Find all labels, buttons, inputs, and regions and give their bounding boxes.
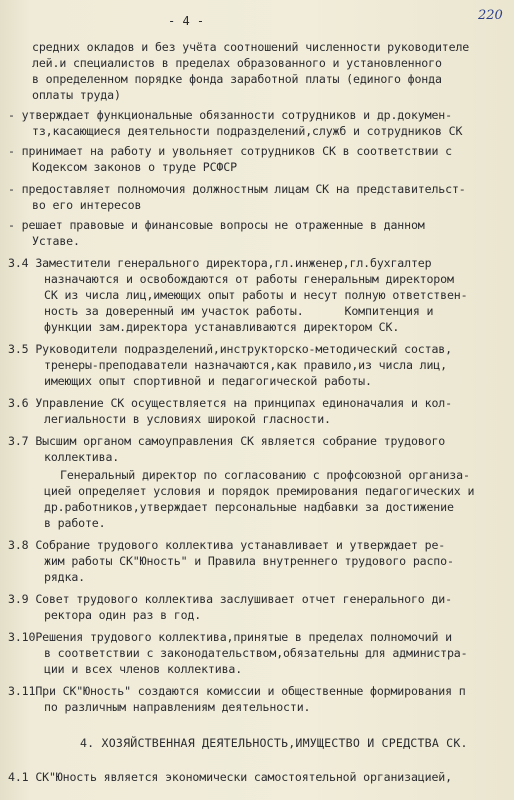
text-line: - принимает на работу и увольняет сотрудников СК в соответствии с <box>8 144 452 158</box>
text-line: Генеральный директор по согласованию с профсоюзной организа- <box>60 468 470 482</box>
text-line: ции и всех членов коллектива. <box>44 662 243 676</box>
text-line: рядка. <box>44 570 85 584</box>
text-line: ректора один раз в год. <box>44 608 202 622</box>
text-line: по различным направлениям деятельности. <box>44 700 311 714</box>
text-line: 4.1 СК"Юность является экономически самостоятельной организацией, <box>8 770 452 784</box>
text-line: - предоставляет полномочия должностным лицам СК на представительст- <box>8 182 466 196</box>
text-line: цией определяет условия и порядок премирования педагогических и <box>44 484 475 498</box>
text-line: тренеры-преподаватели назначаются,как правило,из числа лиц, <box>44 358 447 372</box>
handwritten-page-number: 220 <box>478 8 503 23</box>
text-line: Кодексом законов о труде РСФСР <box>32 160 237 174</box>
text-line: ность за доверенный им участок работы. Компитенция и <box>44 304 434 318</box>
text-line: назначаются и освобождаются от работы генеральным директором <box>44 272 454 286</box>
text-line: - решает правовые и финансовые вопросы не отраженные в данном <box>8 218 425 232</box>
text-line: легиальности в условиях широкой гласности. <box>44 412 331 426</box>
text-line: коллектива. <box>44 450 120 464</box>
text-line: 3.8 Собрание трудового коллектива устанавливает и утверждает ре- <box>8 538 446 552</box>
text-line: жим работы СК"Юность" и Правила внутреннего трудового распо- <box>44 554 454 568</box>
text-line: в работе. <box>44 516 106 530</box>
text-line: во его интересов <box>32 198 142 212</box>
text-line: 3.7 Высшим органом самоуправления СК является собрание трудового <box>8 434 446 448</box>
text-line: средних окладов и без учёта соотношений численности руководителе <box>32 40 470 54</box>
text-line: 3.10Решения трудового коллектива,принятые в пределах полномочий и <box>8 630 452 644</box>
text-line: 3.9 Совет трудового коллектива заслушивает отчет генерального ди- <box>8 592 452 606</box>
text-line: в соответствии с законодательством,обязательны для администра- <box>44 646 468 660</box>
text-line: 3.4 Заместители генерального директора,гл.инженер,гл.бухгалтер <box>8 256 432 270</box>
text-line: - утверждает функциональные обязанности сотрудников и др.докумен- <box>8 108 452 122</box>
text-line: оплаты труда) <box>32 88 121 102</box>
text-line: др.работников,утверждает персональные надбавки за достижение <box>44 500 454 514</box>
text-line: функции зам.директора устанавливаются директором СК. <box>44 320 400 334</box>
text-line: СК из числа лиц,имеющих опыт работы и несут полную ответствен- <box>44 288 468 302</box>
text-line: имеющих опыт спортивной и педагогической работы. <box>44 374 372 388</box>
page-number: - 4 - <box>168 14 205 28</box>
text-line: 3.5 Руководители подразделений,инструкторско-методический состав, <box>8 342 452 356</box>
text-line: в определенном порядке фонда заработной платы (единого фонда <box>32 72 442 86</box>
text-line: 3.11При СК"Юность" создаются комиссии и общественные формирования п <box>8 684 466 698</box>
text-line: Уставе. <box>32 234 80 248</box>
section-heading: 4. ХОЗЯЙСТВЕННАЯ ДЕЯТЕЛЬНОСТЬ,ИМУЩЕСТВО И СРЕДСТВА СК. <box>80 736 468 750</box>
text-line: тз,касающиеся деятельности подразделений,служб и сотрудников СК <box>32 124 463 138</box>
text-line: лей.и специалистов в пределах образованного и установленного <box>32 56 442 70</box>
text-line: 3.6 Управление СК осуществляется на принципах единоначалия и кол- <box>8 396 452 410</box>
